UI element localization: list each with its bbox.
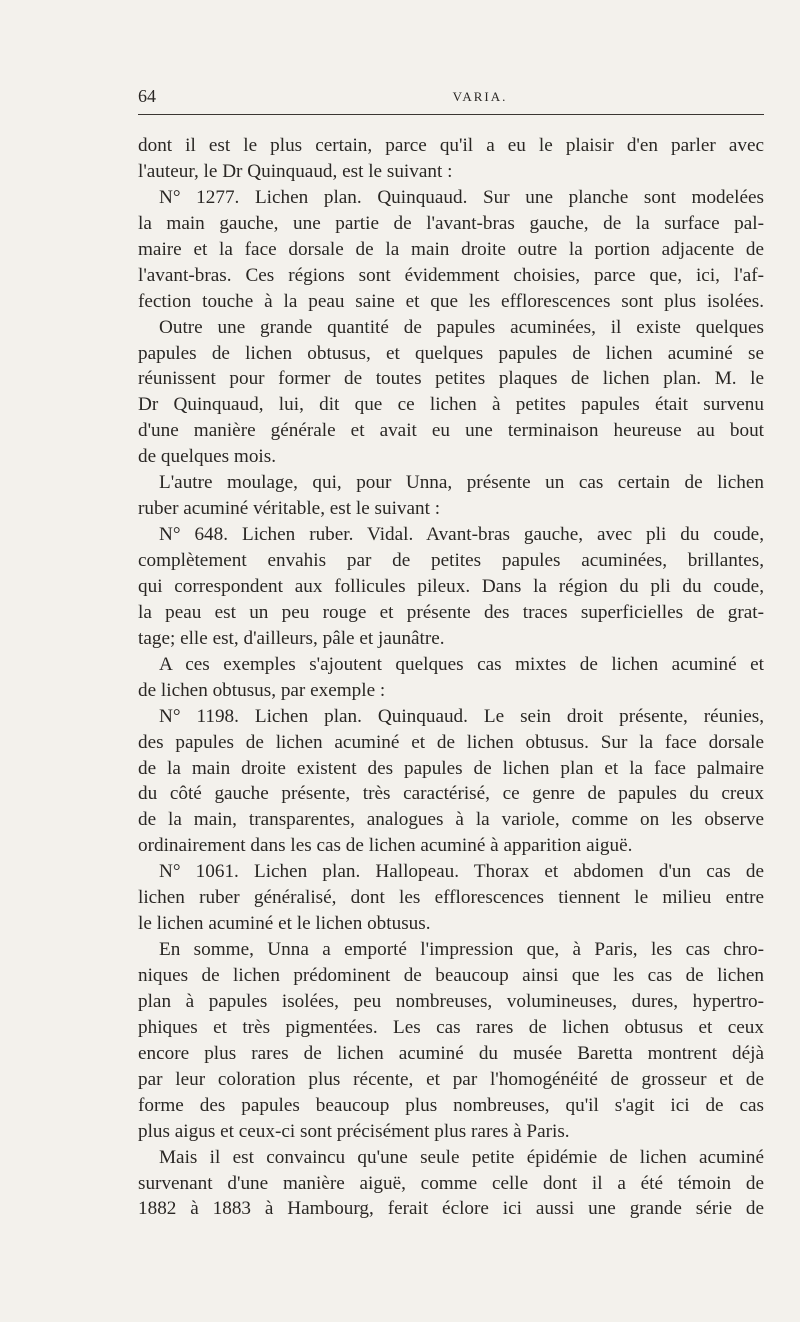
text-line: papules de lichen obtusus, et quelques papules de lichen acuminé se	[138, 342, 764, 364]
text-line: plan à papules isolées, peu nombreuses, volumineuses, dures, hypertro-	[138, 990, 764, 1012]
text-line: forme des papules beaucoup plus nombreuses, qu'il s'agit ici de cas	[138, 1094, 764, 1116]
paragraph-9	[138, 1145, 764, 1223]
text-line: Dr Quinquaud, lui, dit que ce lichen à petites papules était survenu	[138, 394, 764, 416]
text-line: niques de lichen prédominent de beaucoup ainsi que les cas de lichen	[138, 965, 764, 986]
text-line: du côté gauche présente, très caractérisé, ce genre de papules du creux	[138, 783, 764, 805]
text-line: encore plus rares de lichen acuminé du musée Baretta montrent déjà	[138, 1042, 764, 1064]
paragraph-7	[138, 859, 764, 937]
text-line: des papules de lichen acuminé et de lichen obtusus. Sur la face dorsale	[138, 731, 764, 753]
paragraph-3	[138, 470, 764, 522]
text-line: qui correspondent aux follicules pileux. Dans la région du pli du coude,	[138, 575, 764, 597]
text-line: la main gauche, une partie de l'avant-bras gauche, de la surface pal-	[138, 212, 764, 234]
text-line: ruber acuminé véritable, est le suivant :	[138, 498, 441, 520]
text-line: de quelques mois.	[138, 446, 277, 468]
text-line: ordinairement dans les cas de lichen acuminé à apparition aiguë.	[138, 835, 633, 857]
text-line: 1882 à 1883 à Hambourg, ferait éclore ici aussi une grande série de	[138, 1198, 764, 1220]
text-line: tage; elle est, d'ailleurs, pâle et jaunâtre.	[138, 627, 445, 649]
paragraph-1	[138, 133, 764, 185]
text-line: plus aigus et ceux-ci sont précisément plus rares à Paris.	[138, 1120, 570, 1142]
text-line: la peau est un peu rouge et présente des traces superficielles de grat-	[138, 601, 764, 623]
text-line: d'une manière générale et avait eu une terminaison heureuse au bout	[138, 420, 764, 442]
text-line: N° 648. Lichen ruber. Vidal. Avant-bras gauche, avec pli du coude,	[159, 524, 764, 546]
paragraph-6	[138, 704, 764, 860]
body-text	[138, 133, 764, 1222]
text-line: Outre une grande quantité de papules acuminées, il existe quelques	[159, 316, 764, 338]
text-line: dont il est le plus certain, parce qu'il a eu le plaisir d'en parler avec	[138, 135, 764, 156]
text-line: de la main droite existent des papules de lichen plan et la face palmaire	[138, 757, 764, 779]
text-line: fection touche à la peau saine et que les efflorescences sont plus isolées.	[138, 290, 764, 312]
text-line: l'avant-bras. Ces régions sont évidemment choisies, parce que, ici, l'af-	[138, 264, 764, 286]
text-line: N° 1198. Lichen plan. Quinquaud. Le sein droit présente, réunies,	[159, 705, 764, 727]
text-line: En somme, Unna a emporté l'impression que, à Paris, les cas chro-	[159, 939, 764, 961]
text-line: L'autre moulage, qui, pour Unna, présente un cas certain de lichen	[159, 472, 764, 494]
text-line: le lichen acuminé et le lichen obtusus.	[138, 913, 431, 935]
page-number: 64	[138, 86, 156, 106]
paragraph-4	[138, 522, 764, 652]
paragraph-2	[138, 185, 764, 470]
text-line: complètement envahis par de petites papules acuminées, brillantes,	[138, 550, 764, 571]
text-line: maire et la face dorsale de la main droite outre la portion adjacente de	[138, 238, 764, 260]
text-line: N° 1061. Lichen plan. Hallopeau. Thorax et abdomen d'un cas de	[159, 861, 764, 883]
text-line: par leur coloration plus récente, et par l'homogénéité de grosseur et de	[138, 1068, 764, 1090]
running-head	[138, 80, 764, 115]
text-line: réunissent pour former de toutes petites plaques de lichen plan. M. le	[138, 368, 764, 390]
text-line: N° 1277. Lichen plan. Quinquaud. Sur une planche sont modelées	[159, 186, 764, 208]
text-line: survenant d'une manière aiguë, comme celle dont il a été témoin de	[138, 1172, 764, 1194]
text-line: l'auteur, le Dr Quinquaud, est le suivant :	[138, 160, 453, 182]
text-line: phiques et très pigmentées. Les cas rares de lichen obtusus et ceux	[138, 1016, 764, 1038]
text-line: de lichen obtusus, par exemple :	[138, 679, 386, 701]
text-line: A ces exemples s'ajoutent quelques cas mixtes de lichen acuminé et	[159, 653, 764, 675]
text-line: lichen ruber généralisé, dont les efflorescences tiennent le milieu entre	[138, 887, 764, 909]
text-line: Mais il est convaincu qu'une seule petite épidémie de lichen acuminé	[159, 1146, 764, 1168]
paragraph-5	[138, 652, 764, 704]
running-title: VARIA.	[452, 89, 508, 104]
text-line: de la main, transparentes, analogues à la variole, comme on les observe	[138, 809, 764, 831]
paragraph-8	[138, 937, 764, 1145]
